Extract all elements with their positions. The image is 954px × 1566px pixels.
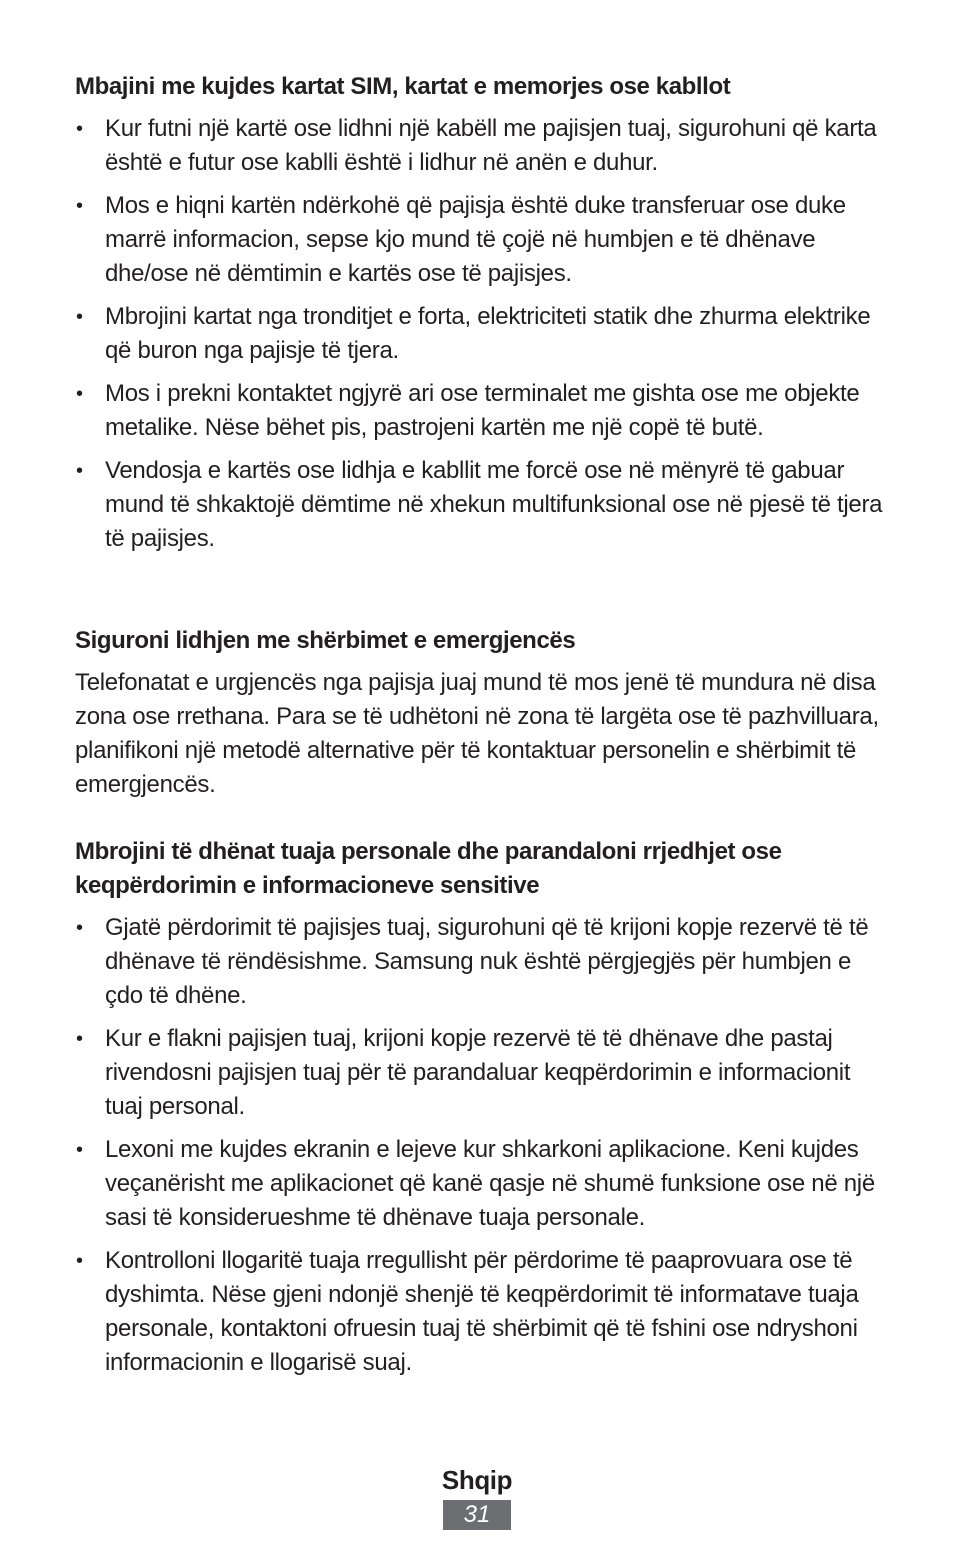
page-number: 31 <box>443 1500 511 1530</box>
bullet-icon: • <box>76 1028 83 1050</box>
list-item <box>75 189 890 291</box>
section-cards-cables <box>75 70 890 565</box>
list-item <box>75 454 890 556</box>
list-item <box>75 112 890 180</box>
bullet-icon: • <box>76 1250 83 1272</box>
section-heading: Mbajini me kujdes kartat SIM, kartat e memorjes ose kabllot <box>75 73 731 100</box>
list-item-text: Gjatë përdorimit të pajisjes tuaj, sigurohuni që të krijoni kopje rezervë të të dhënave të rëndësishme. Samsung nuk është përgjegjës për humbjen e çdo të dhëne. <box>105 914 869 1009</box>
bullet-icon: • <box>76 917 83 939</box>
list-item <box>75 911 890 1013</box>
section-paragraph: Telefonatat e urgjencës nga pajisja juaj mund të mos jenë të mundura në disa zona ose rrethana. Para se të udhëtoni në zona të largëta ose të pazhvilluara, planifikoni një metodë alternative për të kontaktuar personelin e shërbimit të emergjencës. <box>75 669 879 798</box>
section-heading: Mbrojini të dhënat tuaja personale dhe parandaloni rrjedhjet ose keqpërdorimin e informacioneve sensitive <box>75 838 782 899</box>
section-personal-data <box>75 835 890 1389</box>
list-item <box>75 377 890 445</box>
list-item <box>75 300 890 368</box>
list-item-text: Mbrojini kartat nga tronditjet e forta, elektriciteti statik dhe zhurma elektrike që buron nga pajisje të tjera. <box>105 303 871 364</box>
section-heading: Siguroni lidhjen me shërbimet e emergjencës <box>75 627 576 654</box>
list-item-text: Kur e flakni pajisjen tuaj, krijoni kopje rezervë të të dhënave dhe pastaj rivendosni pajisjen tuaj për të parandaluar keqpërdorimin e informacionit tuaj personal. <box>105 1025 851 1120</box>
bullet-icon: • <box>76 118 83 140</box>
page-footer <box>0 1462 954 1530</box>
bullet-icon: • <box>76 195 83 217</box>
list-item-text: Kontrolloni llogaritë tuaja rregullisht për përdorime të paaprovuara ose të dyshimta. Nëse gjeni ndonjë shenjë të keqpërdorimit të informatave tuaja personale, kontaktoni ofruesin tuaj të shërbimit që të fshini ose ndryshoni informacionin e llogarisë suaj. <box>105 1247 859 1376</box>
list-item <box>75 1244 890 1380</box>
list-item-text: Vendosja e kartës ose lidhja e kabllit me forcë ose në mënyrë të gabuar mund të shkaktojë dëmtime në xhekun multifunksional ose në pjesë të tjera të pajisjes. <box>105 457 883 552</box>
bullet-icon: • <box>76 383 83 405</box>
bullet-list <box>75 911 890 1380</box>
bullet-icon: • <box>76 1139 83 1161</box>
bullet-icon: • <box>76 306 83 328</box>
list-item <box>75 1022 890 1124</box>
bullet-icon: • <box>76 460 83 482</box>
bullet-list <box>75 112 890 556</box>
list-item-text: Lexoni me kujdes ekranin e lejeve kur shkarkoni aplikacione. Keni kujdes veçanërisht me aplikacionet që kanë qasje në shumë funksione ose në një sasi të konsiderueshme të dhënave tuaja personale. <box>105 1136 875 1231</box>
footer-language-label: Shqip <box>441 1465 513 1495</box>
list-item-text: Mos e hiqni kartën ndërkohë që pajisja është duke transferuar ose duke marrë informacion, sepse kjo mund të çojë në humbjen e të dhënave dhe/ose në dëmtimin e kartës ose të pajisjes. <box>105 192 846 287</box>
list-item-text: Mos i prekni kontaktet ngjyrë ari ose terminalet me gishta ose me objekte metalike. Nëse bëhet pis, pastrojeni kartën me një copë të butë. <box>105 380 860 441</box>
section-emergency-services <box>75 624 890 802</box>
list-item <box>75 1133 890 1235</box>
list-item-text: Kur futni një kartë ose lidhni një kabëll me pajisjen tuaj, sigurohuni që karta është e futur ose kablli është i lidhur në anën e duhur. <box>105 115 877 176</box>
